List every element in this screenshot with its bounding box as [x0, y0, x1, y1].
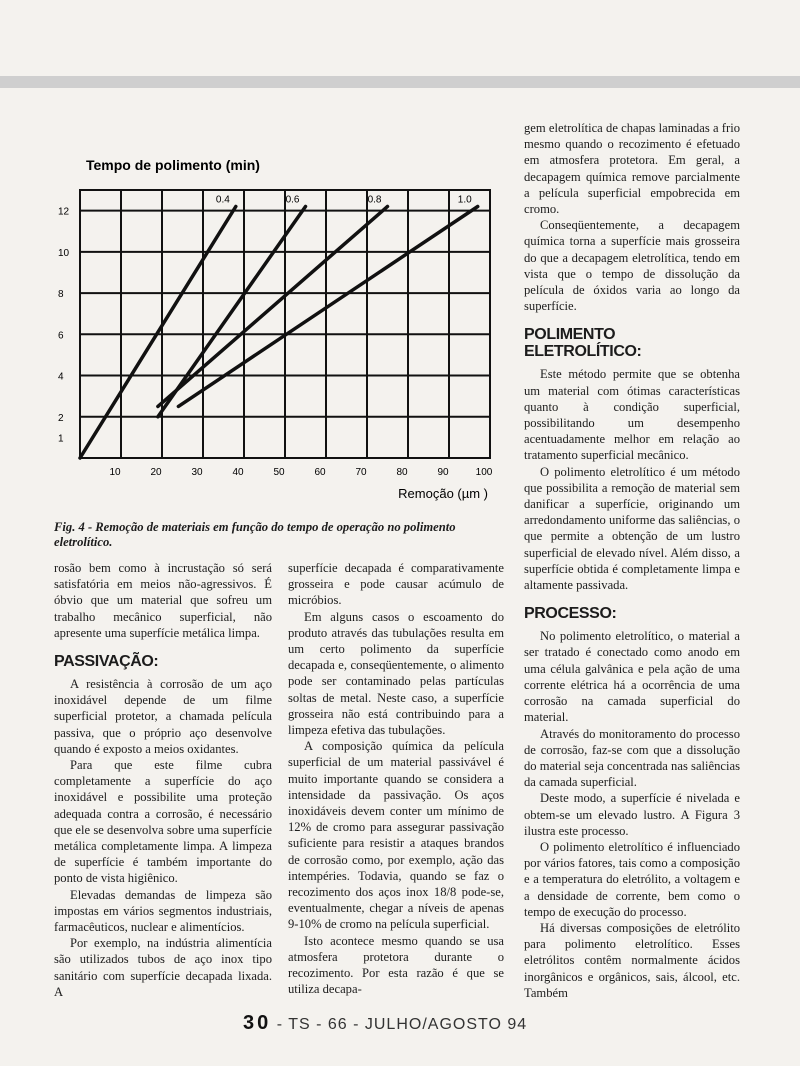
chart-x-tick-label: 80	[396, 467, 408, 478]
paragraph: O polimento eletrolítico é influenciado por vários fatores, tais como a composição e a temperatura do eletrólito, a voltagem e a densidade de corrente, bem como o tempo de execução do processo.	[524, 839, 740, 919]
chart-y-tick-label: 8	[58, 289, 64, 301]
paragraph: Através do monitoramento do processo de corrosão, faz-se com que a dissolução do material seja concentrada nas saliências da camada superficial.	[524, 726, 740, 790]
text-column-1	[54, 560, 272, 1000]
chart-y-tick-label: 2	[58, 412, 64, 424]
paragraph: Em alguns casos o escoamento do produto através das tubulações resulta em um certo polimento da superfície decapada e, conseqüentemente, o alimento pode ser contaminado pelas partículas soltas de metal. Neste caso, a superfície grosseira não está contribuindo para a limpeza efetiva das tubulações.	[288, 609, 504, 738]
chart-x-axis-label: Remoção (µm )	[398, 486, 488, 501]
chart-series-label: 1.0	[457, 194, 472, 206]
paragraph: Por exemplo, na indústria alimentícia são utilizados tubos de aço inox tipo sanitário com superfície decapada lixada. A	[54, 936, 272, 999]
chart-y-tick-label: 4	[58, 371, 64, 383]
chart-x-tick-label: 20	[150, 467, 162, 478]
chart-x-tick-label: 30	[191, 467, 203, 478]
paragraph: Deste modo, a superfície é nivelada e obtem-se um elevado lustro. A Figura 3 ilustra este processo.	[524, 791, 740, 838]
paragraph: Há diversas composições de eletrólito para polimento eletrolítico. Esses eletrólitos contêm normalmente ácidos inorgânicos e orgânicos, sais, álcool, etc. Também	[524, 920, 740, 1000]
paragraph: O polimento eletrolítico é um método que possibilita a remoção de material sem danificar a superfície, originando um arredondamento uniforme das saliências, o que permite a obtenção de um lustro superficial de elevado nível. Além disso, a superfície obtida é completamente limpa e altamente passivada.	[524, 464, 740, 593]
chart-x-tick-label: 70	[355, 467, 367, 478]
paragraph: A resistência à corrosão de um aço inoxidável depende de um filme superficial protetor, a chamada película passiva, que o próprio aço desenvolve quando é exposto a meios oxidantes.	[54, 677, 272, 756]
paragraph: Conseqüentemente, a decapagem química torna a superfície mais grosseira do que a decapagem eletrolítica, tendo em vista que o tempo de dissolução da película de óxidos varia ao longo da superfície.	[524, 218, 740, 314]
chart-title: Tempo de polimento (min)	[86, 157, 260, 173]
paragraph: superfície decapada é comparativamente grosseira e pode causar acúmulo de micróbios.	[288, 561, 504, 608]
section-heading-processo: PROCESSO:	[524, 605, 617, 623]
chart-x-tick-label: 60	[314, 467, 326, 478]
paragraph: gem eletrolítica de chapas laminadas a frio mesmo quando o recozimento é efetuado em atmosfera protetora. Em geral, a decapagem química remove parcialmente a película superficial empobrecida em cromo.	[524, 121, 740, 217]
paragraph: A composição química da película superficial de um material passivável é muito importante quando se considera a intensidade da passivação. Os aços inoxidáveis devem conter um mínimo de 12% de cromo para assegurar passivação suficiente para resistir a ataques brandos de corrosão como, por exemplo, ação das intempéries. Todavia, quando se faz o recozimento dos aços inox 18/8 pode-se, eventualmente, chegar a níveis de apenas 9-10% de cromo na película superficial.	[288, 739, 504, 932]
paragraph: No polimento eletrolítico, o material a ser tratado é conectado como anodo em uma célula galvânica e pela ação de uma corrente elétrica há a ocorrência de uma corrosão na camada superficial do material.	[524, 629, 740, 725]
chart-x-tick-label: 10	[109, 467, 121, 478]
chart-series-label: 0.4	[215, 194, 230, 206]
paragraph: Para que este filme cubra completamente a superfície do aço inoxidável e possibilite uma proteção adequada contra a corrosão, é necessário que ele se desenvolva sobre uma superfície metálica completamente limpa. A limpeza de superfície é também importante do ponto de vista higiênico.	[54, 758, 272, 886]
text-column-2	[288, 560, 504, 997]
page-number: 30	[243, 1012, 272, 1034]
chart-x-tick-label: 50	[273, 467, 285, 478]
page-footer	[243, 1012, 527, 1035]
paragraph: Este método permite que se obtenha um material com ótimas características quanto à condição superficial, possibilitando um desempenho acentuadamente melhor em relação ao tratamento superficial mecânico.	[524, 367, 740, 463]
chart-x-tick-label: 90	[437, 467, 449, 478]
chart-series-line	[80, 206, 236, 458]
chart-y-tick-label: 1	[58, 433, 64, 445]
paragraph: Isto acontece mesmo quando se usa atmosfera protetora durante o recozimento. Por esta razão é que se utiliza decapa-	[288, 933, 504, 997]
figure-chart	[50, 140, 510, 515]
chart-x-tick-label: 100	[475, 467, 493, 478]
chart-series-label: 0.8	[367, 194, 382, 206]
chart-series-label: 0.6	[285, 194, 300, 206]
chart-y-tick-label: 6	[58, 330, 64, 342]
chart-y-tick-label: 10	[58, 247, 70, 259]
chart-y-tick-label: 12	[58, 206, 70, 218]
paragraph: rosão bem como à incrustação só será satisfatória em meios não-agressivos. É óbvio que um material que sofreu um trabalho mecânico superficial, não apresente uma superfície metálica limpa.	[54, 561, 272, 640]
header-band	[0, 76, 800, 88]
text-column-3	[524, 120, 740, 1001]
chart-x-tick-label: 40	[232, 467, 244, 478]
figure-caption: Fig. 4 - Remoção de materiais em função do tempo de operação no polimento eletrolítico.	[54, 520, 456, 549]
chart-svg	[50, 140, 510, 515]
footer-issue-text: - TS - 66 - JULHO/AGOSTO 94	[276, 1016, 528, 1033]
section-heading-polimento: POLIMENTO ELETROLÍTICO:	[524, 326, 642, 361]
section-heading-passivacao: PASSIVAÇÃO:	[54, 653, 159, 671]
paragraph: Elevadas demandas de limpeza são impostas em vários segmentos industriais, farmacêuticos, nuclear e alimentícios.	[54, 887, 272, 935]
